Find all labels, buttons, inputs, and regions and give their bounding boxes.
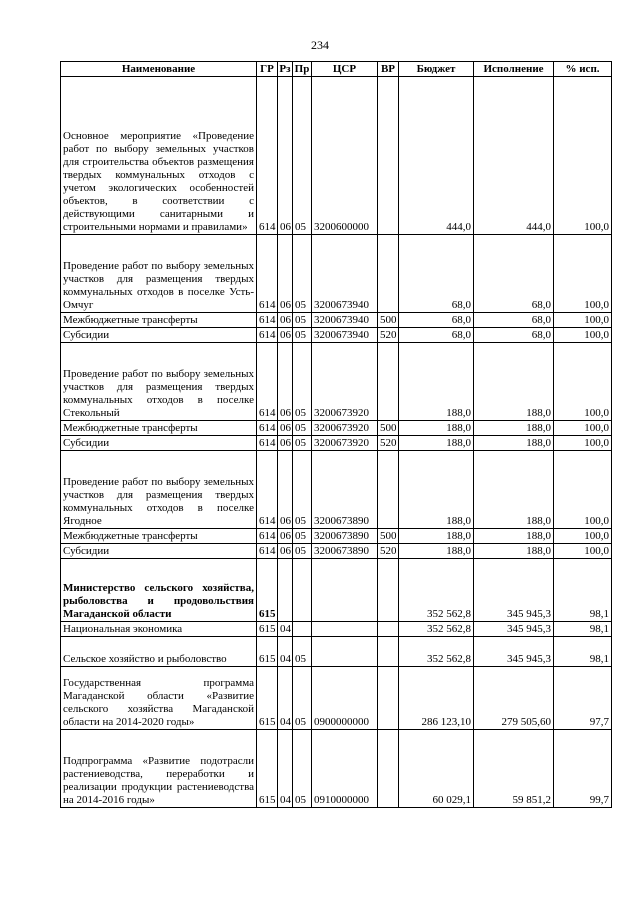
table-row (61, 637, 612, 667)
page-number: 234 (311, 38, 329, 52)
cell-execution: 345 945,3 (474, 622, 554, 637)
table-row (61, 559, 612, 622)
cell-pr (293, 559, 312, 622)
cell-budget: 352 562,8 (399, 622, 474, 637)
header-vr: ВР (378, 62, 399, 77)
cell-execution: 188,0 (474, 343, 554, 421)
cell-execution: 188,0 (474, 436, 554, 451)
cell-gr: 614 (257, 343, 278, 421)
cell-rz: 06 (278, 328, 293, 343)
cell-csr: 3200673940 (312, 328, 378, 343)
cell-vr (378, 667, 399, 730)
cell-rz: 06 (278, 313, 293, 328)
cell-vr: 520 (378, 328, 399, 343)
cell-budget: 188,0 (399, 451, 474, 529)
cell-budget: 188,0 (399, 436, 474, 451)
cell-rz: 04 (278, 667, 293, 730)
cell-budget: 352 562,8 (399, 559, 474, 622)
cell-name: Министерство сельского хозяйства, рыболовства и продовольствия Магаданской области (61, 559, 257, 622)
cell-gr: 614 (257, 436, 278, 451)
cell-name: Основное мероприятие «Проведение работ по выбору земельных участков для строительства объектов размещения твердых коммунальных отходов с учетом экологических особенностей объектов, в соответствии с действующими санитарными и строительными нормами и правилами» (61, 77, 257, 235)
table-row (61, 730, 612, 808)
budget-table (60, 61, 612, 808)
cell-execution: 345 945,3 (474, 637, 554, 667)
cell-execution: 68,0 (474, 313, 554, 328)
header-budget: Бюджет (399, 62, 474, 77)
table-row (61, 544, 612, 559)
cell-vr: 500 (378, 313, 399, 328)
cell-percent: 98,1 (554, 637, 612, 667)
table-row (61, 77, 612, 235)
cell-pr: 05 (293, 637, 312, 667)
cell-gr: 614 (257, 235, 278, 313)
cell-csr (312, 637, 378, 667)
cell-execution: 279 505,60 (474, 667, 554, 730)
cell-gr: 615 (257, 667, 278, 730)
header-csr: ЦСР (312, 62, 378, 77)
cell-gr: 614 (257, 544, 278, 559)
cell-rz: 04 (278, 622, 293, 637)
header-name: Наименование (61, 62, 257, 77)
cell-csr: 0900000000 (312, 667, 378, 730)
cell-rz: 04 (278, 730, 293, 808)
cell-gr: 614 (257, 451, 278, 529)
cell-pr: 05 (293, 544, 312, 559)
table-header-row (61, 62, 612, 77)
cell-percent: 100,0 (554, 328, 612, 343)
cell-budget: 68,0 (399, 235, 474, 313)
cell-budget: 188,0 (399, 421, 474, 436)
cell-csr: 3200673890 (312, 529, 378, 544)
cell-pr: 05 (293, 77, 312, 235)
cell-csr: 3200673920 (312, 421, 378, 436)
cell-csr: 0910000000 (312, 730, 378, 808)
cell-gr: 615 (257, 559, 278, 622)
cell-percent: 98,1 (554, 622, 612, 637)
cell-gr: 614 (257, 529, 278, 544)
cell-name: Субсидии (61, 544, 257, 559)
table-row (61, 343, 612, 421)
cell-percent: 100,0 (554, 529, 612, 544)
table-body (61, 77, 612, 808)
cell-execution: 444,0 (474, 77, 554, 235)
cell-gr: 614 (257, 328, 278, 343)
cell-execution: 59 851,2 (474, 730, 554, 808)
cell-vr (378, 622, 399, 637)
cell-pr (293, 622, 312, 637)
cell-name: Субсидии (61, 328, 257, 343)
cell-execution: 188,0 (474, 544, 554, 559)
cell-pr: 05 (293, 451, 312, 529)
cell-gr: 614 (257, 77, 278, 235)
cell-budget: 188,0 (399, 529, 474, 544)
cell-gr: 614 (257, 313, 278, 328)
cell-vr: 500 (378, 421, 399, 436)
table-row (61, 436, 612, 451)
cell-execution: 188,0 (474, 529, 554, 544)
cell-vr (378, 451, 399, 529)
cell-percent: 100,0 (554, 77, 612, 235)
header-gr: ГР (257, 62, 278, 77)
cell-pr: 05 (293, 667, 312, 730)
cell-gr: 614 (257, 421, 278, 436)
cell-execution: 68,0 (474, 235, 554, 313)
table-row (61, 451, 612, 529)
cell-rz: 06 (278, 544, 293, 559)
cell-execution: 188,0 (474, 421, 554, 436)
cell-name: Проведение работ по выбору земельных участков для размещения твердых коммунальных отходов в поселке Ягодное (61, 451, 257, 529)
cell-rz: 06 (278, 451, 293, 529)
cell-pr: 05 (293, 730, 312, 808)
cell-budget: 60 029,1 (399, 730, 474, 808)
cell-vr (378, 637, 399, 667)
cell-csr: 3200673890 (312, 544, 378, 559)
cell-name: Проведение работ по выбору земельных участков для размещения твердых коммунальных отходов в поселке Усть-Омчуг (61, 235, 257, 313)
cell-budget: 286 123,10 (399, 667, 474, 730)
cell-gr: 615 (257, 730, 278, 808)
cell-vr: 520 (378, 544, 399, 559)
cell-pr: 05 (293, 421, 312, 436)
cell-percent: 98,1 (554, 559, 612, 622)
cell-budget: 68,0 (399, 328, 474, 343)
cell-budget: 68,0 (399, 313, 474, 328)
cell-name: Сельское хозяйство и рыболовство (61, 637, 257, 667)
cell-gr: 615 (257, 622, 278, 637)
cell-csr: 3200673890 (312, 451, 378, 529)
cell-name: Межбюджетные трансферты (61, 421, 257, 436)
cell-pr: 05 (293, 235, 312, 313)
cell-budget: 188,0 (399, 544, 474, 559)
cell-rz: 06 (278, 343, 293, 421)
header-execution: Исполнение (474, 62, 554, 77)
cell-vr: 500 (378, 529, 399, 544)
cell-pr: 05 (293, 436, 312, 451)
cell-name: Межбюджетные трансферты (61, 529, 257, 544)
cell-execution: 345 945,3 (474, 559, 554, 622)
cell-vr (378, 730, 399, 808)
cell-percent: 100,0 (554, 343, 612, 421)
cell-name: Национальная экономика (61, 622, 257, 637)
cell-pr: 05 (293, 529, 312, 544)
cell-execution: 68,0 (474, 328, 554, 343)
cell-budget: 188,0 (399, 343, 474, 421)
cell-vr (378, 77, 399, 235)
cell-percent: 100,0 (554, 436, 612, 451)
table-row (61, 667, 612, 730)
cell-csr: 3200673940 (312, 313, 378, 328)
cell-csr (312, 622, 378, 637)
table-row (61, 622, 612, 637)
cell-budget: 352 562,8 (399, 637, 474, 667)
cell-pr: 05 (293, 328, 312, 343)
cell-vr (378, 235, 399, 313)
cell-percent: 99,7 (554, 730, 612, 808)
cell-rz: 06 (278, 529, 293, 544)
cell-vr (378, 559, 399, 622)
cell-pr: 05 (293, 313, 312, 328)
cell-percent: 100,0 (554, 451, 612, 529)
cell-percent: 100,0 (554, 421, 612, 436)
table-row (61, 421, 612, 436)
cell-vr: 520 (378, 436, 399, 451)
cell-csr: 3200673940 (312, 235, 378, 313)
cell-percent: 100,0 (554, 544, 612, 559)
cell-percent: 100,0 (554, 235, 612, 313)
cell-csr: 3200600000 (312, 77, 378, 235)
cell-rz: 04 (278, 637, 293, 667)
cell-rz: 06 (278, 421, 293, 436)
cell-rz: 06 (278, 77, 293, 235)
cell-name: Субсидии (61, 436, 257, 451)
cell-budget: 444,0 (399, 77, 474, 235)
cell-pr: 05 (293, 343, 312, 421)
cell-csr: 3200673920 (312, 436, 378, 451)
cell-name: Межбюджетные трансферты (61, 313, 257, 328)
header-rz: Рз (279, 63, 291, 75)
cell-name: Подпрограмма «Развитие подотрасли растениеводства, переработки и реализации продукции растениеводства на 2014-2016 годы» (61, 730, 257, 808)
cell-name: Государственная программа Магаданской области «Развитие сельского хозяйства Магаданской области на 2014-2020 годы» (61, 667, 257, 730)
table-row (61, 235, 612, 313)
table-row (61, 529, 612, 544)
table-row (61, 328, 612, 343)
cell-name: Проведение работ по выбору земельных участков для размещения твердых коммунальных отходов в поселке Стекольный (61, 343, 257, 421)
header-percent: % исп. (554, 62, 612, 77)
cell-rz: 06 (278, 436, 293, 451)
cell-csr: 3200673920 (312, 343, 378, 421)
cell-rz (278, 559, 293, 622)
cell-percent: 97,7 (554, 667, 612, 730)
table-row (61, 313, 612, 328)
cell-vr (378, 343, 399, 421)
cell-execution: 188,0 (474, 451, 554, 529)
cell-percent: 100,0 (554, 313, 612, 328)
cell-gr: 615 (257, 637, 278, 667)
cell-rz: 06 (278, 235, 293, 313)
cell-csr (312, 559, 378, 622)
header-pr: Пр (293, 62, 312, 77)
